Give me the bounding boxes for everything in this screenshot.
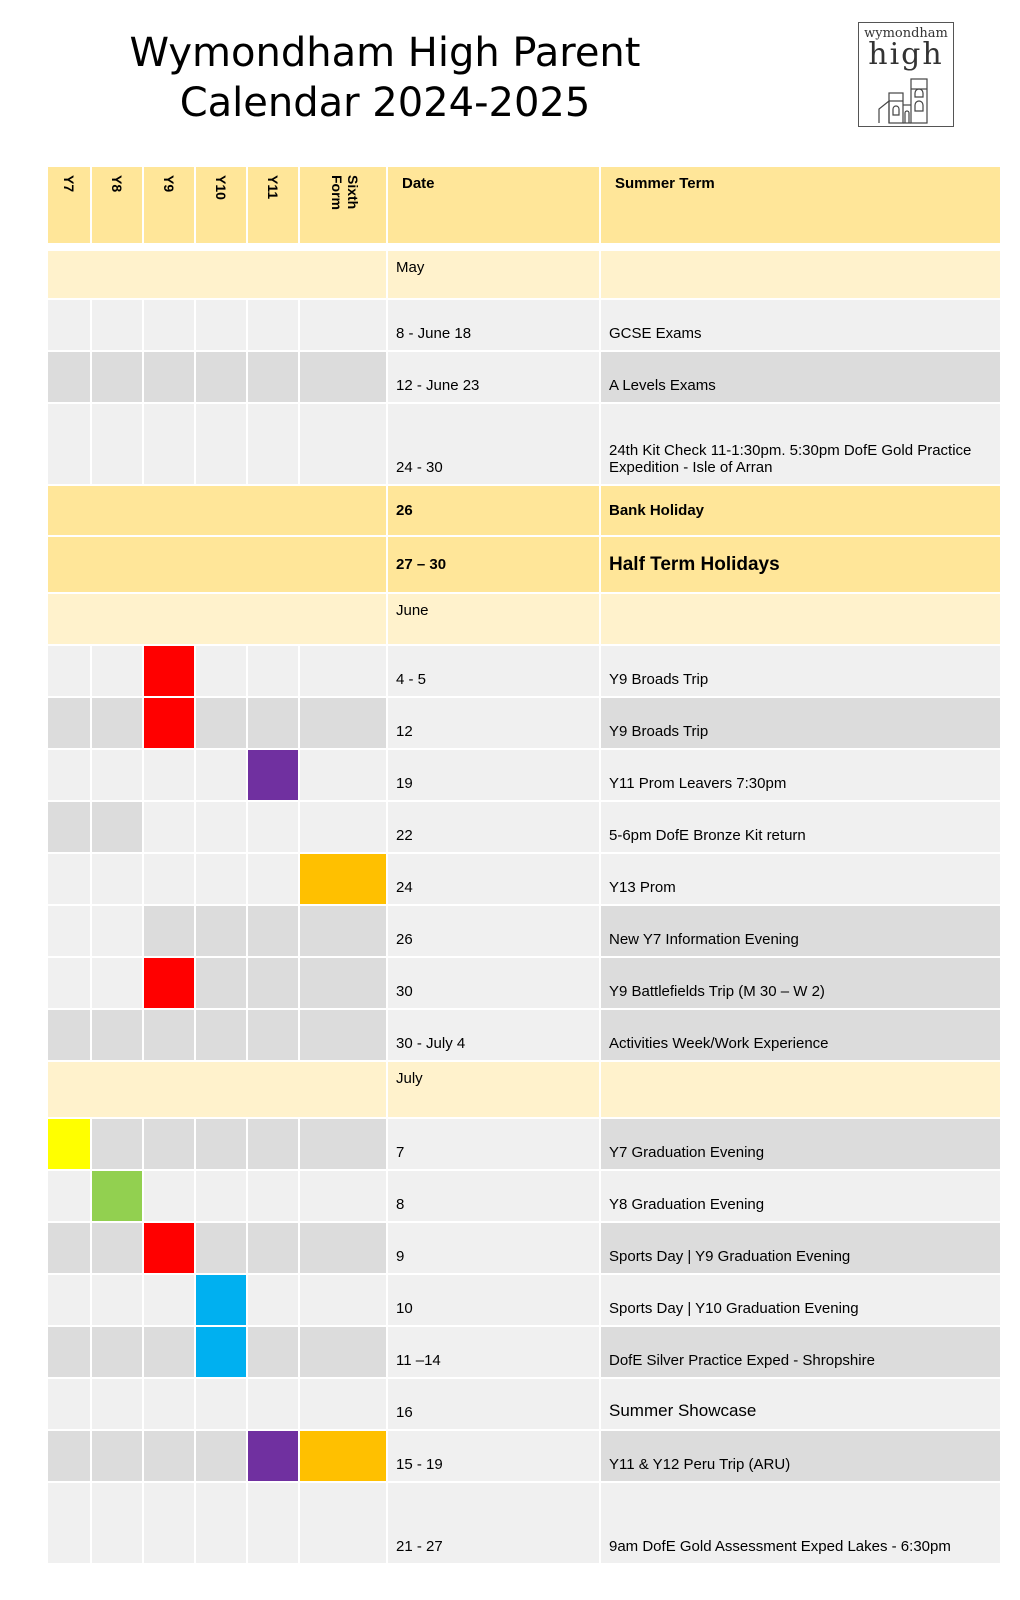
year-cell-y9 bbox=[144, 646, 194, 696]
year-cell-sixth-form bbox=[300, 1010, 386, 1060]
date-cell: June bbox=[388, 594, 599, 644]
year-cell-sixth-form bbox=[300, 1483, 386, 1563]
event-cell: Bank Holiday bbox=[601, 486, 1000, 535]
year-cell-y10 bbox=[196, 1010, 246, 1060]
year-span-cell bbox=[48, 594, 386, 644]
year-cell-y7 bbox=[48, 1379, 90, 1429]
year-cell-y7 bbox=[48, 958, 90, 1008]
year-cell-y9 bbox=[144, 906, 194, 956]
table-row bbox=[48, 958, 1000, 1008]
date-cell: 21 - 27 bbox=[388, 1483, 599, 1563]
event-cell: GCSE Exams bbox=[601, 300, 1000, 350]
event-cell: 24th Kit Check 11-1:30pm. 5:30pm DofE Gold Practice Expedition - Isle of Arran bbox=[601, 404, 1000, 484]
year-cell-y7 bbox=[48, 646, 90, 696]
header-term: Summer Term bbox=[601, 167, 1000, 243]
date-cell: May bbox=[388, 251, 599, 298]
year-cell-sixth-form bbox=[300, 646, 386, 696]
header-year-label: Y11 bbox=[265, 175, 281, 200]
year-cell-sixth-form bbox=[300, 1431, 386, 1481]
year-cell-y11 bbox=[248, 854, 298, 904]
table-row bbox=[48, 1275, 1000, 1325]
year-cell-sixth-form bbox=[300, 750, 386, 800]
month-row bbox=[48, 1062, 1000, 1117]
year-span-cell bbox=[48, 251, 386, 298]
table-row bbox=[48, 404, 1000, 484]
year-cell-y8 bbox=[92, 300, 142, 350]
year-cell-y10 bbox=[196, 300, 246, 350]
year-cell-y8 bbox=[92, 750, 142, 800]
table-row bbox=[48, 646, 1000, 696]
year-cell-y11 bbox=[248, 404, 298, 484]
date-cell: 11 –14 bbox=[388, 1327, 599, 1377]
date-cell: 8 - June 18 bbox=[388, 300, 599, 350]
year-cell-y10 bbox=[196, 802, 246, 852]
header-year-label: Y7 bbox=[61, 175, 77, 193]
year-cell-y8 bbox=[92, 404, 142, 484]
year-cell-y10 bbox=[196, 352, 246, 402]
table-row bbox=[48, 854, 1000, 904]
year-cell-sixth-form bbox=[300, 300, 386, 350]
table-row bbox=[48, 1483, 1000, 1563]
header-year-4 bbox=[248, 167, 298, 243]
date-cell: 10 bbox=[388, 1275, 599, 1325]
school-logo bbox=[858, 22, 954, 127]
year-cell-y9 bbox=[144, 1327, 194, 1377]
header-year-1 bbox=[92, 167, 142, 243]
table-row bbox=[48, 1327, 1000, 1377]
year-cell-sixth-form bbox=[300, 1275, 386, 1325]
year-cell-y7 bbox=[48, 1275, 90, 1325]
year-cell-y7 bbox=[48, 750, 90, 800]
year-cell-y11 bbox=[248, 1379, 298, 1429]
calendar-table bbox=[48, 167, 1000, 1565]
year-cell-sixth-form bbox=[300, 1119, 386, 1169]
header-year-label: Y9 bbox=[161, 175, 177, 193]
year-cell-y11 bbox=[248, 1010, 298, 1060]
year-cell-y8 bbox=[92, 646, 142, 696]
year-cell-y11 bbox=[248, 750, 298, 800]
year-cell-y8 bbox=[92, 958, 142, 1008]
church-tower-icon bbox=[867, 75, 947, 125]
event-cell: Y8 Graduation Evening bbox=[601, 1171, 1000, 1221]
year-cell-y8 bbox=[92, 906, 142, 956]
date-cell: 30 bbox=[388, 958, 599, 1008]
year-cell-y9 bbox=[144, 404, 194, 484]
year-cell-y8 bbox=[92, 1119, 142, 1169]
event-cell: Y9 Battlefields Trip (M 30 – W 2) bbox=[601, 958, 1000, 1008]
year-cell-y11 bbox=[248, 802, 298, 852]
page-title bbox=[120, 28, 650, 128]
year-cell-y10 bbox=[196, 1119, 246, 1169]
year-cell-sixth-form bbox=[300, 958, 386, 1008]
date-cell: 4 - 5 bbox=[388, 646, 599, 696]
year-cell-y10 bbox=[196, 1275, 246, 1325]
year-cell-y9 bbox=[144, 352, 194, 402]
year-cell-y11 bbox=[248, 698, 298, 748]
event-cell: Sports Day | Y10 Graduation Evening bbox=[601, 1275, 1000, 1325]
year-cell-sixth-form bbox=[300, 352, 386, 402]
year-cell-y7 bbox=[48, 906, 90, 956]
year-cell-y9 bbox=[144, 1223, 194, 1273]
year-cell-y10 bbox=[196, 854, 246, 904]
table-row bbox=[48, 300, 1000, 350]
date-cell: 30 - July 4 bbox=[388, 1010, 599, 1060]
event-cell: Y13 Prom bbox=[601, 854, 1000, 904]
event-cell: Activities Week/Work Experience bbox=[601, 1010, 1000, 1060]
month-row bbox=[48, 251, 1000, 298]
year-cell-y11 bbox=[248, 1431, 298, 1481]
year-cell-y7 bbox=[48, 854, 90, 904]
header-year-5 bbox=[300, 167, 386, 243]
header-year-0 bbox=[48, 167, 90, 243]
header-year-label: Y8 bbox=[109, 175, 125, 193]
year-cell-y11 bbox=[248, 1483, 298, 1563]
date-cell: 12 bbox=[388, 698, 599, 748]
year-cell-sixth-form bbox=[300, 854, 386, 904]
year-cell-y9 bbox=[144, 698, 194, 748]
table-row bbox=[48, 698, 1000, 748]
header-year-label: Sixth Form bbox=[329, 175, 361, 210]
year-cell-y11 bbox=[248, 1119, 298, 1169]
year-cell-y9 bbox=[144, 1171, 194, 1221]
year-cell-y10 bbox=[196, 1379, 246, 1429]
year-cell-y9 bbox=[144, 854, 194, 904]
event-cell bbox=[601, 594, 1000, 644]
year-cell-y10 bbox=[196, 1223, 246, 1273]
year-cell-sixth-form bbox=[300, 802, 386, 852]
year-cell-sixth-form bbox=[300, 1171, 386, 1221]
event-cell bbox=[601, 1062, 1000, 1117]
year-cell-y7 bbox=[48, 404, 90, 484]
event-cell: Y11 & Y12 Peru Trip (ARU) bbox=[601, 1431, 1000, 1481]
year-cell-y10 bbox=[196, 1431, 246, 1481]
year-cell-y8 bbox=[92, 1275, 142, 1325]
year-cell-y11 bbox=[248, 1327, 298, 1377]
year-cell-y8 bbox=[92, 1379, 142, 1429]
event-cell: A Levels Exams bbox=[601, 352, 1000, 402]
year-cell-y7 bbox=[48, 1223, 90, 1273]
year-span-cell bbox=[48, 486, 386, 535]
year-cell-y11 bbox=[248, 1275, 298, 1325]
year-cell-sixth-form bbox=[300, 1379, 386, 1429]
year-cell-y7 bbox=[48, 1010, 90, 1060]
year-cell-sixth-form bbox=[300, 404, 386, 484]
year-cell-y8 bbox=[92, 1483, 142, 1563]
holiday-row bbox=[48, 486, 1000, 535]
date-cell: 24 - 30 bbox=[388, 404, 599, 484]
year-cell-y11 bbox=[248, 300, 298, 350]
year-cell-y8 bbox=[92, 1431, 142, 1481]
header-year-3 bbox=[196, 167, 246, 243]
table-header bbox=[48, 167, 1000, 243]
header-date: Date bbox=[388, 167, 599, 243]
year-cell-y11 bbox=[248, 906, 298, 956]
year-cell-y10 bbox=[196, 646, 246, 696]
year-cell-y10 bbox=[196, 1171, 246, 1221]
year-cell-y7 bbox=[48, 802, 90, 852]
title-line-1: Wymondham High Parent bbox=[129, 30, 641, 76]
year-cell-y8 bbox=[92, 1171, 142, 1221]
table-row bbox=[48, 1379, 1000, 1429]
table-row bbox=[48, 1223, 1000, 1273]
year-cell-y9 bbox=[144, 1379, 194, 1429]
year-cell-y10 bbox=[196, 750, 246, 800]
event-cell: Y9 Broads Trip bbox=[601, 646, 1000, 696]
table-row bbox=[48, 1431, 1000, 1481]
year-cell-y7 bbox=[48, 698, 90, 748]
date-cell: 15 - 19 bbox=[388, 1431, 599, 1481]
year-cell-y9 bbox=[144, 958, 194, 1008]
year-cell-y10 bbox=[196, 958, 246, 1008]
year-cell-y11 bbox=[248, 958, 298, 1008]
month-row bbox=[48, 594, 1000, 644]
table-row bbox=[48, 906, 1000, 956]
event-cell: Summer Showcase bbox=[601, 1379, 1000, 1429]
holiday-row bbox=[48, 537, 1000, 592]
year-cell-y9 bbox=[144, 802, 194, 852]
year-cell-y7 bbox=[48, 1431, 90, 1481]
year-cell-y7 bbox=[48, 300, 90, 350]
year-cell-sixth-form bbox=[300, 906, 386, 956]
event-cell: New Y7 Information Evening bbox=[601, 906, 1000, 956]
date-cell: 12 - June 23 bbox=[388, 352, 599, 402]
year-cell-y7 bbox=[48, 1483, 90, 1563]
table-row bbox=[48, 352, 1000, 402]
date-cell: 24 bbox=[388, 854, 599, 904]
event-cell: Y9 Broads Trip bbox=[601, 698, 1000, 748]
date-cell: 16 bbox=[388, 1379, 599, 1429]
year-cell-sixth-form bbox=[300, 1223, 386, 1273]
table-row bbox=[48, 1171, 1000, 1221]
year-cell-y7 bbox=[48, 1327, 90, 1377]
logo-word-high: high bbox=[868, 37, 944, 72]
event-cell: Sports Day | Y9 Graduation Evening bbox=[601, 1223, 1000, 1273]
event-cell: 5-6pm DofE Bronze Kit return bbox=[601, 802, 1000, 852]
year-cell-y9 bbox=[144, 300, 194, 350]
year-cell-y9 bbox=[144, 1119, 194, 1169]
year-cell-y9 bbox=[144, 1483, 194, 1563]
year-cell-y8 bbox=[92, 1223, 142, 1273]
year-cell-y10 bbox=[196, 1483, 246, 1563]
table-row bbox=[48, 802, 1000, 852]
year-cell-y8 bbox=[92, 1327, 142, 1377]
date-cell: 27 – 30 bbox=[388, 537, 599, 592]
date-cell: 9 bbox=[388, 1223, 599, 1273]
date-cell: 22 bbox=[388, 802, 599, 852]
year-cell-y10 bbox=[196, 698, 246, 748]
table-row bbox=[48, 1010, 1000, 1060]
event-cell: Y11 Prom Leavers 7:30pm bbox=[601, 750, 1000, 800]
date-cell: 7 bbox=[388, 1119, 599, 1169]
header-year-2 bbox=[144, 167, 194, 243]
date-cell: July bbox=[388, 1062, 599, 1117]
year-span-cell bbox=[48, 1062, 386, 1117]
year-cell-y9 bbox=[144, 750, 194, 800]
logo-word-wymondham: wymondham bbox=[864, 26, 948, 41]
table-row bbox=[48, 1119, 1000, 1169]
year-cell-y7 bbox=[48, 1119, 90, 1169]
year-cell-y11 bbox=[248, 352, 298, 402]
year-cell-y11 bbox=[248, 1171, 298, 1221]
date-cell: 8 bbox=[388, 1171, 599, 1221]
header-year-label: Y10 bbox=[213, 175, 229, 200]
year-cell-y7 bbox=[48, 1171, 90, 1221]
year-cell-y11 bbox=[248, 646, 298, 696]
table-row bbox=[48, 750, 1000, 800]
year-cell-y9 bbox=[144, 1431, 194, 1481]
event-cell: 9am DofE Gold Assessment Exped Lakes - 6:30pm bbox=[601, 1483, 1000, 1563]
date-cell: 19 bbox=[388, 750, 599, 800]
year-cell-y8 bbox=[92, 352, 142, 402]
year-cell-y8 bbox=[92, 1010, 142, 1060]
year-cell-y9 bbox=[144, 1275, 194, 1325]
event-cell: Half Term Holidays bbox=[601, 537, 1000, 592]
title-line-2: Calendar 2024-2025 bbox=[179, 80, 591, 126]
event-cell: DofE Silver Practice Exped - Shropshire bbox=[601, 1327, 1000, 1377]
date-cell: 26 bbox=[388, 486, 599, 535]
year-cell-y10 bbox=[196, 1327, 246, 1377]
year-span-cell bbox=[48, 537, 386, 592]
year-cell-y9 bbox=[144, 1010, 194, 1060]
date-cell: 26 bbox=[388, 906, 599, 956]
year-cell-y7 bbox=[48, 352, 90, 402]
year-cell-sixth-form bbox=[300, 1327, 386, 1377]
year-cell-y10 bbox=[196, 404, 246, 484]
year-cell-sixth-form bbox=[300, 698, 386, 748]
year-cell-y10 bbox=[196, 906, 246, 956]
event-cell: Y7 Graduation Evening bbox=[601, 1119, 1000, 1169]
year-cell-y8 bbox=[92, 698, 142, 748]
event-cell bbox=[601, 251, 1000, 298]
year-cell-y8 bbox=[92, 854, 142, 904]
year-cell-y8 bbox=[92, 802, 142, 852]
year-cell-y11 bbox=[248, 1223, 298, 1273]
